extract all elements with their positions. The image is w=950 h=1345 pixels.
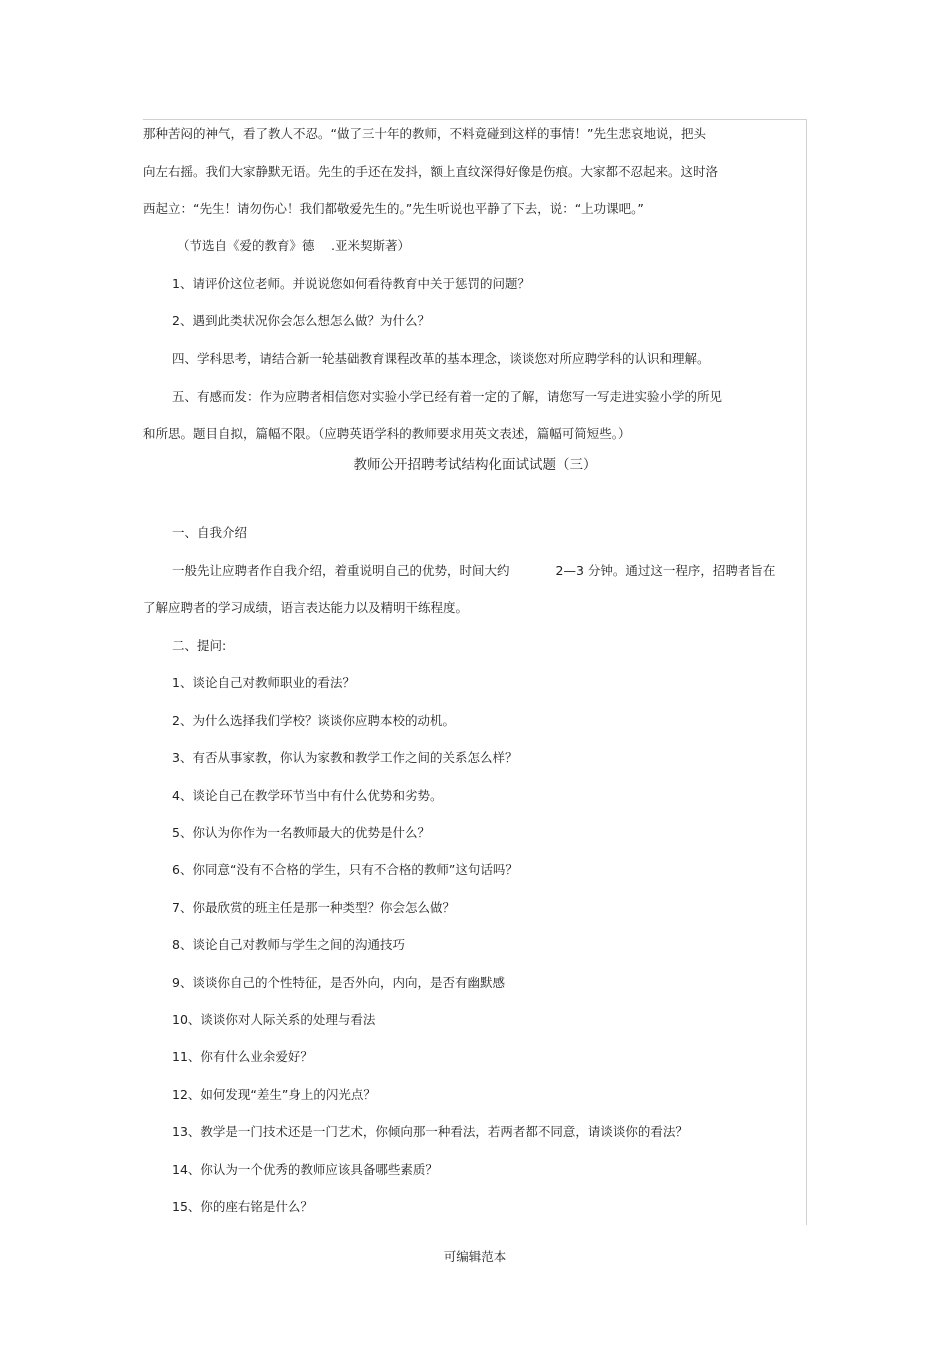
list-item: 11、你有什么业余爱好？ <box>172 1049 313 1064</box>
intro-text-a: 一般先让应聘者作自我介绍，着重说明自己的优势，时间大约 <box>172 563 510 578</box>
list-item: 7、你最欣赏的班主任是那一种类型？你会怎么做？ <box>172 900 455 915</box>
list-item: 10、谈谈你对人际关系的处理与看法 <box>172 1012 376 1027</box>
section-5-line-1: 五、有感而发：作为应聘者相信您对实验小学已经有着一定的了解，请您写一写走进实验小学的所见 <box>172 389 723 404</box>
list-item: 1、谈论自己对教师职业的看法？ <box>172 675 355 690</box>
list-item: 9、谈谈你自己的个性特征，是否外向，内向，是否有幽默感 <box>172 975 505 990</box>
list-item: 6、你同意“没有不合格的学生，只有不合格的教师”这句话吗？ <box>172 862 518 877</box>
list-item: 12、如何发现“差生”身上的闪光点？ <box>172 1087 376 1102</box>
list-item: 5、你认为你作为一名教师最大的优势是什么？ <box>172 825 430 840</box>
intro-text-line-2: 了解应聘者的学习成绩，语言表达能力以及精明干练程度。 <box>143 600 469 615</box>
list-item: 4、谈论自己在教学环节当中有什么优势和劣势。 <box>172 788 443 803</box>
list-item: 14、你认为一个优秀的教师应该具备哪些素质？ <box>172 1162 438 1177</box>
document-title: 教师公开招聘考试结构化面试试题（三） <box>353 457 597 473</box>
passage-line-1: 那种苦闷的神气，看了教人不忍。“做了三十年的教师，不料竟碰到这样的事情！”先生悲哀地说，把头 <box>143 126 706 141</box>
passage-line-3: 西起立：“先生！请勿伤心！我们都敬爱先生的。”先生听说也平静了下去，说：“上功课吧。” <box>143 201 644 216</box>
list-item: 13、教学是一门技术还是一门艺术，你倾向那一种看法，若两者都不同意，请谈谈你的看法？ <box>172 1124 688 1139</box>
page-footer: 可编辑范本 <box>443 1249 507 1264</box>
list-item: 2、为什么选择我们学校？谈谈你应聘本校的动机。 <box>172 713 455 728</box>
intro-heading: 一、自我介绍 <box>172 525 248 540</box>
question-2: 2、遇到此类状况你会怎么想怎么做？为什么？ <box>172 313 430 328</box>
passage-line-2: 向左右摇。我们大家静默无语。先生的手还在发抖，额上直纹深得好像是伤痕。大家都不忍起来。这时洛 <box>143 164 719 179</box>
list-item: 8、谈论自己对教师与学生之间的沟通技巧 <box>172 937 405 952</box>
list-item: 15、你的座右铭是什么？ <box>172 1199 313 1214</box>
list-item: 3、有否从事家教，你认为家教和教学工作之间的关系怎么样？ <box>172 750 518 765</box>
section-5-line-2: 和所思。题目自拟，篇幅不限。（应聘英语学科的教师要求用英文表述，篇幅可简短些。） <box>143 426 631 441</box>
section-4: 四、学科思考，请结合新一轮基础教育课程改革的基本理念，谈谈您对所应聘学科的认识和理解。 <box>172 351 710 366</box>
intro-text-b: 2—3 分钟。通过这一程序，招聘者旨在 <box>555 563 776 578</box>
questions-heading: 二、提问: <box>172 638 227 653</box>
question-1: 1、请评价这位老师。并说说您如何看待教育中关于惩罚的问题？ <box>172 276 530 291</box>
intro-text-line-1 <box>172 562 775 580</box>
passage-source: （节选自《爱的教育》德 .亚米契斯著） <box>177 238 410 253</box>
